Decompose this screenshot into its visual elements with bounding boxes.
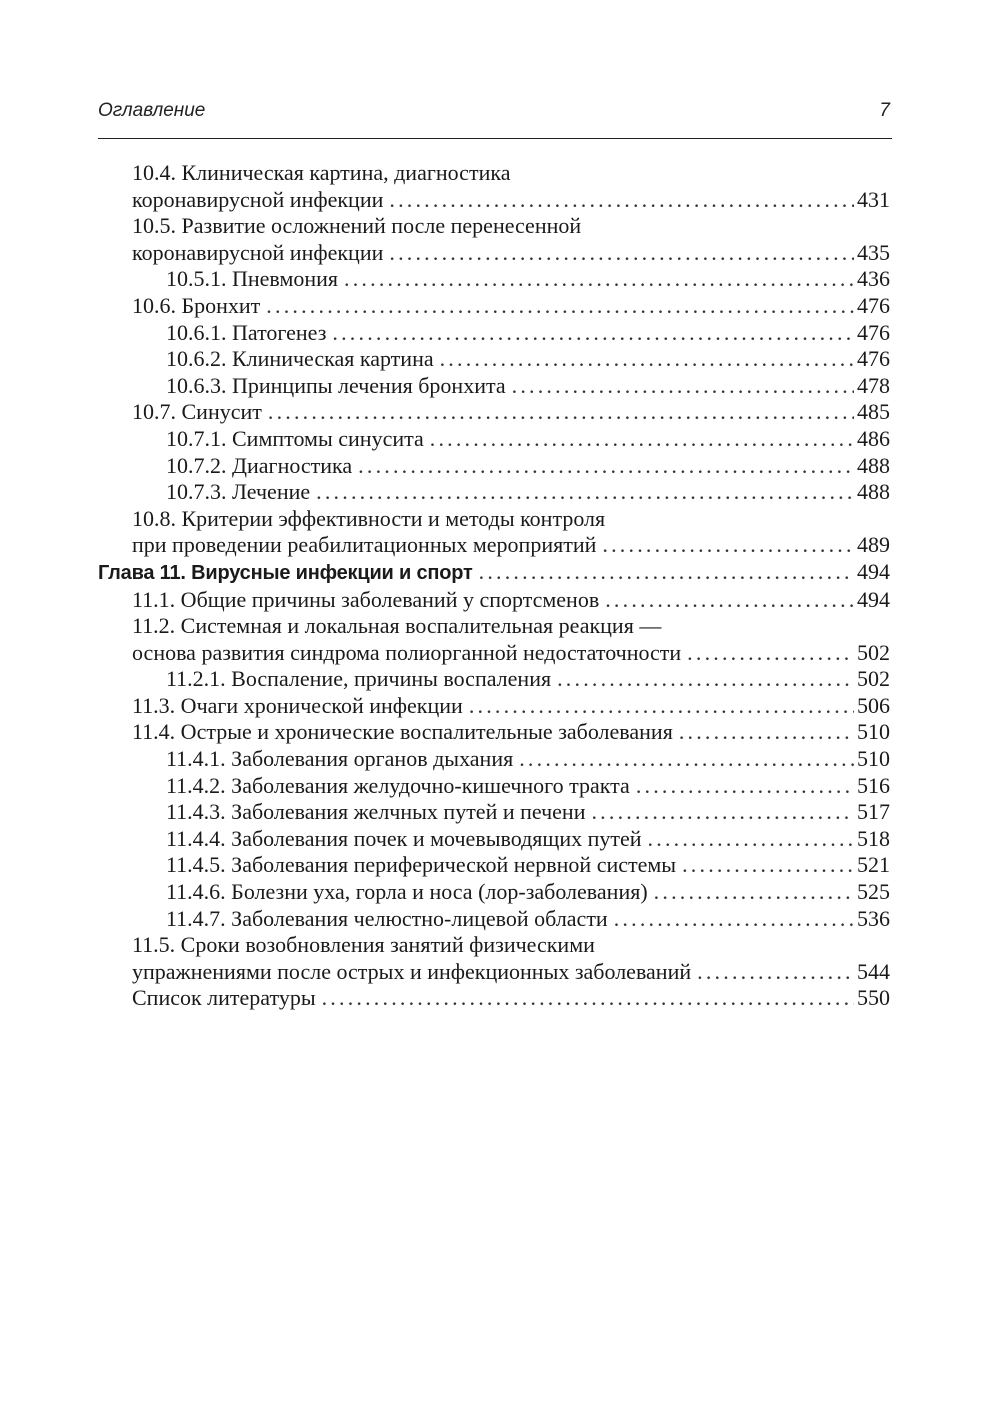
toc-page-number: 510 (857, 719, 890, 745)
toc-entry (98, 852, 890, 879)
dot-leader (602, 532, 854, 559)
toc-entry (98, 479, 890, 506)
toc-page-number: 518 (857, 825, 890, 851)
toc-page-number: 488 (857, 479, 890, 505)
dot-leader (332, 320, 854, 347)
toc-entry (98, 773, 890, 800)
page-number: 7 (879, 100, 890, 121)
toc-entry-title: 10.7.2. Диагностика (166, 452, 353, 478)
toc-entry-title: Глава 11. Вирусные инфекции и спорт (98, 561, 473, 584)
toc-page-number: 431 (857, 186, 890, 212)
toc-entry (98, 613, 890, 666)
dot-leader (479, 559, 854, 586)
dot-leader (614, 906, 854, 933)
toc-entry (98, 213, 890, 266)
toc-entry-title: коронавирусной инфекции (132, 186, 384, 212)
toc-entry-title: 11.1. Общие причины заболеваний у спортсменов (132, 586, 600, 612)
toc-entry (98, 799, 890, 826)
toc-page-number: 488 (857, 452, 890, 478)
toc-entry-title: 11.4.4. Заболевания почек и мочевыводящих путей (166, 825, 642, 851)
toc-page-number: 489 (857, 532, 890, 558)
toc-page-number: 435 (857, 239, 890, 265)
toc-entry-title: 11.5. Сроки возобновления занятий физическими (132, 932, 595, 958)
toc-entry (98, 320, 890, 347)
toc-page-number: 486 (857, 425, 890, 451)
toc-entry (98, 985, 890, 1012)
dot-leader (316, 479, 854, 506)
dot-leader (687, 640, 854, 667)
toc-entry (98, 906, 890, 933)
toc-page-number: 476 (857, 319, 890, 345)
toc-entry-title: 10.6.1. Патогенез (166, 319, 327, 345)
toc-entry-title: 10.6.3. Принципы лечения бронхита (166, 372, 506, 398)
toc-page-number: 478 (857, 372, 890, 398)
dot-leader (697, 959, 854, 986)
dot-leader (344, 266, 854, 293)
dot-leader (557, 666, 854, 693)
toc-entry (98, 346, 890, 373)
toc-entry (98, 746, 890, 773)
toc-page-number: 510 (857, 746, 890, 772)
toc-page-number: 502 (857, 639, 890, 665)
toc-entry-title: 11.4.3. Заболевания желчных путей и печени (166, 799, 586, 825)
toc-page-number: 521 (857, 852, 890, 878)
toc-entry (98, 587, 890, 614)
toc-page-number: 516 (857, 772, 890, 798)
dot-leader (519, 746, 854, 773)
toc-entry (98, 666, 890, 693)
toc-entry (98, 932, 890, 985)
dot-leader (389, 240, 854, 267)
toc-entry-title: 11.3. Очаги хронической инфекции (132, 692, 463, 718)
toc-entry-title: 10.5.1. Пневмония (166, 266, 339, 292)
toc-page-number: 476 (857, 346, 890, 372)
toc-entry-title: 11.2. Системная и локальная воспалительная реакция — (132, 613, 662, 639)
dot-leader (636, 773, 854, 800)
dot-leader (648, 826, 854, 853)
toc-page-number: 525 (857, 879, 890, 905)
toc-page-number: 544 (857, 958, 890, 984)
toc-entry-title: при проведении реабилитационных мероприятий (132, 532, 597, 558)
toc-entry-title: 11.2.1. Воспаление, причины воспаления (166, 666, 552, 692)
toc-page-number: 517 (857, 799, 890, 825)
toc-entry (98, 266, 890, 293)
toc-entry (98, 879, 890, 906)
toc-entry-title: 10.8. Критерии эффективности и методы контроля (132, 505, 606, 531)
toc-page-number: 536 (857, 905, 890, 931)
toc-entry-title: 11.4. Острые и хронические воспалительные заболевания (132, 719, 673, 745)
toc-entry (98, 693, 890, 720)
dot-leader (512, 373, 854, 400)
toc-page-number: 506 (857, 692, 890, 718)
dot-leader (322, 985, 854, 1012)
toc-entry-title: коронавирусной инфекции (132, 239, 384, 265)
dot-leader (591, 799, 854, 826)
running-title: Оглавление (98, 100, 206, 121)
toc-entry (98, 426, 890, 453)
toc-chapter (98, 559, 890, 587)
dot-leader (266, 293, 854, 320)
dot-leader (389, 187, 854, 214)
dot-leader (268, 399, 854, 426)
toc-entry-title: 10.7.3. Лечение (166, 479, 311, 505)
toc-page-number: 494 (857, 586, 890, 612)
toc-entry-title: 11.4.5. Заболевания периферической нервной системы (166, 852, 677, 878)
toc-page-number: 502 (857, 666, 890, 692)
toc-page-number: 436 (857, 266, 890, 292)
toc-page-number: 476 (857, 292, 890, 318)
toc-entry-title: 10.6. Бронхит (132, 292, 261, 318)
toc-entry (98, 506, 890, 559)
toc-entry-title: 10.5. Развитие осложнений после перенесенной (132, 213, 582, 239)
dot-leader (605, 587, 854, 614)
toc-entry-title: 10.4. Клиническая картина, диагностика (132, 160, 511, 185)
toc-page-number: 485 (857, 399, 890, 425)
toc-entry-title: 11.4.2. Заболевания желудочно-кишечного тракта (166, 772, 630, 798)
toc-entry-title: 11.4.6. Болезни уха, горла и носа (лор-заболевания) (166, 879, 648, 905)
dot-leader (682, 852, 854, 879)
toc-entry-title: 10.6.2. Клиническая картина (166, 346, 434, 372)
dot-leader (654, 879, 854, 906)
toc-entry-title: 10.7. Синусит (132, 399, 262, 425)
toc-entry (98, 373, 890, 400)
toc-entry-title: 11.4.7. Заболевания челюстно-лицевой области (166, 905, 608, 931)
toc-entry (98, 160, 890, 213)
toc-entry (98, 399, 890, 426)
toc-page-number: 494 (857, 558, 890, 584)
dot-leader (469, 693, 854, 720)
running-header (98, 98, 892, 139)
toc-entry (98, 453, 890, 480)
toc-entry-title: Список литературы (132, 985, 316, 1011)
toc-page-number: 550 (857, 985, 890, 1011)
toc-entry-title: 11.4.1. Заболевания органов дыхания (166, 746, 514, 772)
toc-entry-title: основа развития синдрома полиорганной недостаточности (132, 639, 682, 665)
toc-entry (98, 293, 890, 320)
dot-leader (430, 426, 854, 453)
dot-leader (679, 719, 854, 746)
dot-leader (440, 346, 854, 373)
toc-entry (98, 719, 890, 746)
dot-leader (358, 453, 854, 480)
toc-entry-title: 10.7.1. Симптомы синусита (166, 425, 424, 451)
table-of-contents (98, 160, 890, 1012)
toc-entry-title: упражнениями после острых и инфекционных заболеваний (132, 958, 692, 984)
toc-entry (98, 826, 890, 853)
